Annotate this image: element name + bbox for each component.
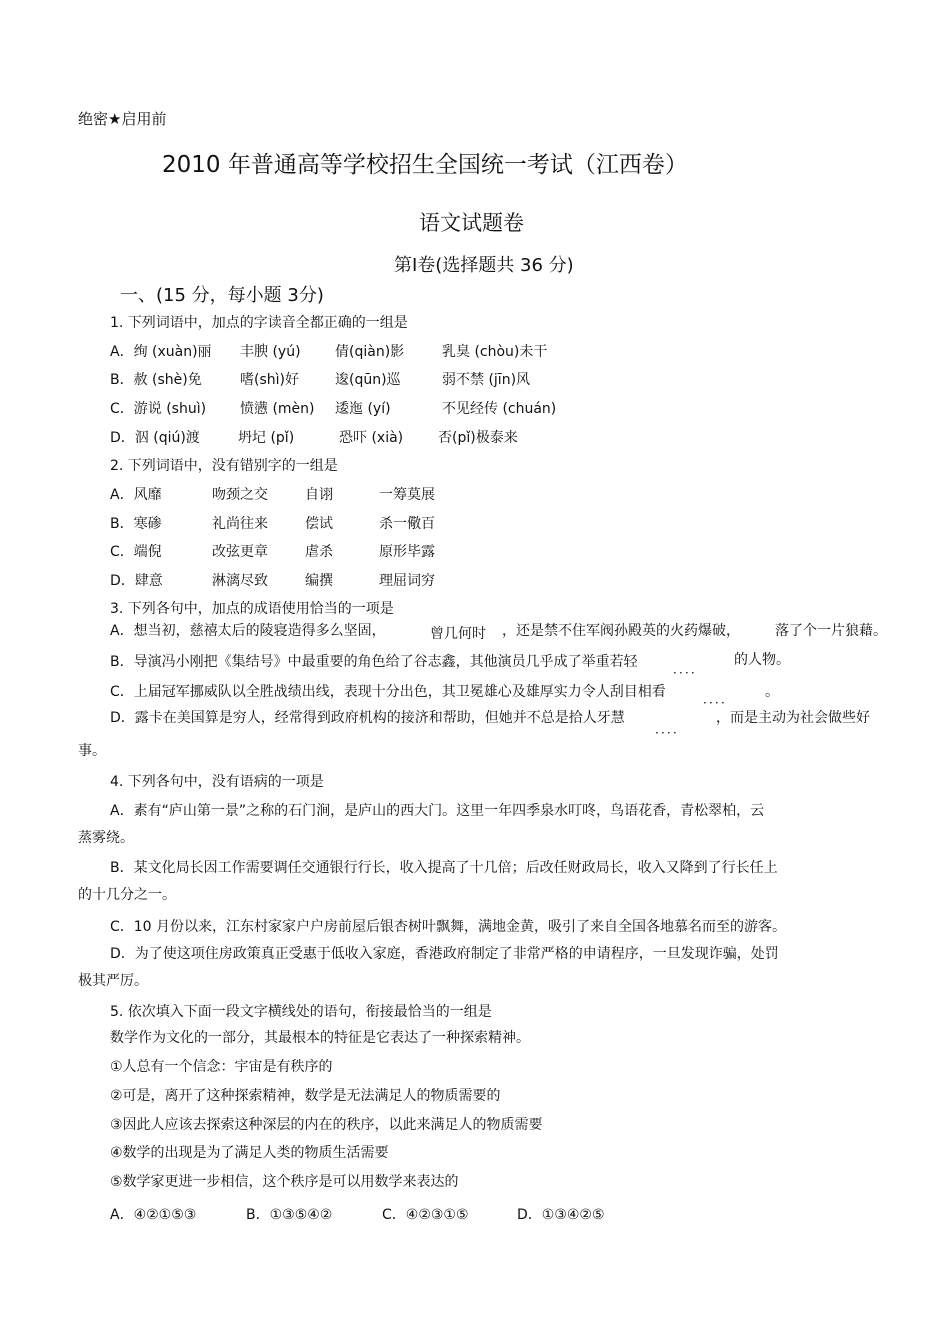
q1-b-word4: 弱不禁 (jīn)风 xyxy=(442,372,531,388)
q2-d-word4: 理屈词穷 xyxy=(379,573,435,589)
q5-item-1: ①人总有一个信念：宇宙是有秩序的 xyxy=(110,1059,333,1075)
q5-item-3: ③因此人应该去探索这种深层的内在的秩序，以此来满足人的物质需要 xyxy=(110,1117,543,1133)
exam-title: 2010 年普通高等学校招生全国统一考试（江西卷） xyxy=(162,152,688,178)
q3-d-continuation: 事。 xyxy=(78,743,106,759)
q2-a-word2: 吻颈之交 xyxy=(212,487,268,503)
q3-a-idiom: 曾几何时 xyxy=(430,626,486,642)
q5-option-d: D．①③④②⑤ xyxy=(517,1207,605,1223)
q3-c-tail: 。 xyxy=(765,684,779,700)
q2-b-word1: B．寒碜 xyxy=(110,516,162,532)
q4-b-line1: B．某文化局长因工作需要调任交通银行行长，收入提高了十几倍；后改任财政局长，收入又降到了行长任上 xyxy=(110,860,778,876)
q5-stem: 5. 依次填入下面一段文字横线处的语句，衔接最恰当的一组是 xyxy=(110,1004,492,1020)
q3-a-part3: 落了个一片狼藉。 xyxy=(775,623,887,639)
q1-a-word3: 倩(qiàn)影 xyxy=(335,344,405,360)
q4-a-line1: A．素有“庐山第一景”之称的石门涧，是庐山的西大门。这里一年四季泉水叮咚，鸟语花香，青松翠柏，云 xyxy=(110,803,765,819)
q2-a-word4: 一筹莫展 xyxy=(379,487,435,503)
q2-d-word3: 编撰 xyxy=(305,573,333,589)
q3-b-text: B．导演冯小刚把《集结号》中最重要的角色给了谷志鑫，其他演员几乎成了举重若轻 xyxy=(110,654,638,670)
q1-a-word4: 乳臭 (chòu)未干 xyxy=(442,344,548,360)
q1-a-word2: 丰腴 (yú) xyxy=(240,344,301,360)
q1-b-word2: 嗜(shì)好 xyxy=(240,372,299,388)
q2-c-word4: 原形毕露 xyxy=(379,544,435,560)
q2-b-word3: 偿试 xyxy=(305,516,333,532)
section-heading: 一、(15 分，每小题 3分) xyxy=(120,285,324,306)
q2-b-word2: 礼尚往来 xyxy=(212,516,268,532)
q3-stem: 3. 下列各句中，加点的成语使用恰当的一项是 xyxy=(110,601,394,617)
q1-c-word1: C．游说 (shuì) xyxy=(110,401,207,417)
q2-d-word2: 淋漓尽致 xyxy=(212,573,268,589)
q2-b-word4: 杀一儆百 xyxy=(379,516,435,532)
q5-item-2: ②可是，离开了这种探索精神，数学是无法满足人的物质需要的 xyxy=(110,1088,501,1104)
part-heading: 第Ⅰ卷(选择题共 36 分) xyxy=(394,255,574,276)
q4-d-line1: D．为了使这项住房政策真正受惠于低收入家庭，香港政府制定了非常严格的申请程序，一旦发现诈骗，处罚 xyxy=(110,946,779,962)
q2-c-word1: C．端倪 xyxy=(110,544,162,560)
q1-d-word2: 坍圮 (pǐ) xyxy=(238,430,295,446)
q2-c-word2: 改弦更章 xyxy=(212,544,268,560)
q1-d-word4: 否(pǐ)极泰来 xyxy=(438,430,518,446)
q3-c-emphasis-dots: ．．．． xyxy=(703,692,734,706)
q5-option-c: C．④②③①⑤ xyxy=(382,1207,469,1223)
q5-intro: 数学作为文化的一部分，其最根本的特征是它表达了一种探索精神。 xyxy=(110,1030,530,1046)
q2-a-word3: 自诩 xyxy=(305,487,333,503)
q3-d-text: D．露卡在美国算是穷人，经常得到政府机构的接济和帮助，但她并不总是拾人牙慧 xyxy=(110,710,625,726)
q3-c-text: C．上届冠军挪威队以全胜战绩出线，表现十分出色，其卫冕雄心及雄厚实力令人刮目相看 xyxy=(110,684,666,700)
q1-b-word1: B．赦 (shè)免 xyxy=(110,372,202,388)
q3-d-emphasis-dots: ．．．． xyxy=(655,722,686,736)
q2-a-word1: A．风靡 xyxy=(110,487,162,503)
q4-d-line2: 极其严厉。 xyxy=(78,973,148,989)
q2-stem: 2. 下列词语中，没有错别字的一组是 xyxy=(110,458,338,474)
q2-c-word3: 虐杀 xyxy=(305,544,333,560)
q1-a-word1: A．绚 (xuàn)丽 xyxy=(110,344,212,360)
q5-option-b: B．①③⑤④② xyxy=(246,1207,333,1223)
q4-b-line2: 的十几分之一。 xyxy=(78,887,176,903)
q4-a-line2: 蒸雾绕。 xyxy=(78,830,134,846)
q1-c-word3: 逶迤 (yí) xyxy=(335,401,391,417)
q1-c-word2: 愤懑 (mèn) xyxy=(240,401,315,417)
q1-b-word3: 逡(qūn)巡 xyxy=(335,372,401,388)
paper-subtitle: 语文试题卷 xyxy=(419,211,524,235)
q3-a-part2: ，还是禁不住军阀孙殿英的火药爆破， xyxy=(502,623,740,639)
q4-c-line1: C．10 月份以来，江东村家家户户房前屋后银杏树叶飘舞，满地金黄，吸引了来自全国各地慕名而至的游客。 xyxy=(110,919,787,935)
q5-item-4: ④数学的出现是为了满足人类的物质生活需要 xyxy=(110,1145,389,1161)
q3-d-tail: ，而是主动为社会做些好 xyxy=(716,710,870,726)
q1-d-word3: 恐吓 (xià) xyxy=(339,430,404,446)
confidential-label: 绝密★启用前 xyxy=(78,110,167,128)
q1-d-word1: D．泅 (qiú)渡 xyxy=(110,430,200,446)
q4-stem: 4. 下列各句中，没有语病的一项是 xyxy=(110,774,324,790)
q3-b-tail: 的人物。 xyxy=(734,652,790,668)
q3-b-emphasis-dots: ．．．． xyxy=(673,662,704,676)
q3-a-part1: A．想当初，慈禧太后的陵寝造得多么坚固， xyxy=(110,623,386,639)
q2-d-word1: D．肆意 xyxy=(110,573,163,589)
q5-item-5: ⑤数学家更进一步相信，这个秩序是可以用数学来表达的 xyxy=(110,1174,459,1190)
q1-stem: 1. 下列词语中，加点的字读音全都正确的一组是 xyxy=(110,315,408,331)
q1-c-word4: 不见经传 (chuán) xyxy=(442,401,557,417)
q5-option-a: A．④②①⑤③ xyxy=(110,1207,197,1223)
